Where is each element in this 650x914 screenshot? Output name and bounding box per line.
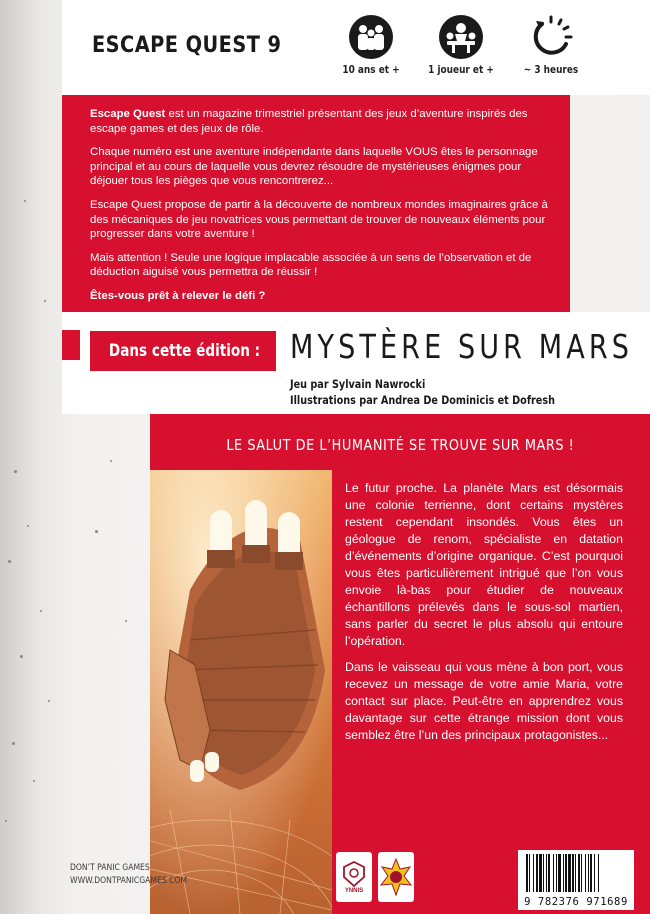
intro-text-1: est un magazine trimestriel présentant des jeux d’aventure inspirés des escape games et des jeux de rôle. [90,108,528,135]
players-info [416,14,506,76]
duration-info [506,14,596,76]
players-icon [438,14,484,60]
dont-panic-star-icon [380,857,412,897]
intro-paragraph-4: Mais attention ! Seule une logique implacable associée à un sens de l’observation et de déduction aiguisé vous permettra de réussir ! [90,251,532,279]
age-label: 10 ans et + [342,64,400,76]
duration-icon [528,14,574,60]
players-label: 1 joueur et + [428,64,494,76]
ynnis-logo-text: YNNIS [344,887,364,894]
intro-paragraph-2: Chaque numéro est une aventure indépendante dans laquelle VOUS êtes le personnage principal et au cours de laquelle vous devrez résoudre de mystérieuses énigmes pour déjouer tous les pièges que vous rencontrerez... [90,146,538,188]
edition-accent [62,330,80,360]
intro-panel [62,95,570,345]
barcode [518,850,634,910]
illustrator-credit: Illustrations par Andrea De Dominicis et Dofresh [290,393,555,407]
age-group-icon [348,14,394,60]
ynnis-logo [336,852,372,902]
magazine-title: ESCAPE QUEST 9 [92,33,282,58]
publisher-url: WWW.DONTPANICGAMES.COM [70,876,188,886]
story-paragraph-2: Dans le vaisseau qui vous mène à bon port, vous recevez un message de votre amie Maria, votre contact sur place. Peut-être en apprendrez vous davantage sur cette étrange mission dont vous semblez être l’un des principaux protagonistes... [345,660,623,742]
edition-tag-label: Dans cette édition : [108,341,261,361]
brand-name: Escape Quest [90,108,166,120]
author-credit: Jeu par Sylvain Nawrocki [290,377,426,391]
publisher-name: DON’T PANIC GAMES [70,863,150,873]
story-paragraph-1: Le futur proche. La planète Mars est désormais une colonie terrienne, dont certains mystères restent cependant insondés. Vous êtes un géologue de renom, spécialiste en datation d’événements d’origine organique. C’est pourquoi vous êtes particulièrement intrigué que l’on vous envoie là-bas pour étudier de nouveaux échantillons prélevés dans le sous-sol martien, sans parler du secret le plus absolu qui entoure l’opération. [345,481,623,648]
barcode-number: 9 782376 971689 [524,896,628,908]
spaceship-illustration [150,470,332,914]
spaceship-icon [150,470,332,914]
age-info [326,14,416,76]
publisher-info [70,862,187,888]
barcode-icon [518,854,634,900]
dont-panic-logo [378,852,414,902]
intro-paragraph-1 [90,107,548,136]
story-text [345,480,623,753]
edition-tag [90,331,276,371]
story-headline-text: LE SALUT DE L’HUMANITÉ SE TROUVE SUR MARS ! [225,436,575,454]
edition-credits [290,376,555,408]
edition-title: MYSTÈRE SUR MARS [290,327,634,366]
intro-paragraph-3: Escape Quest propose de partir à la découverte de nombreux mondes imaginaires grâce à des mécaniques de jeu novatrices vous permettant de trouver de nouveaux éléments pour progresser dans votre aventure ! [90,198,548,241]
intro-challenge: Êtes-vous prêt à relever le défi ? [90,289,266,302]
ynnis-emblem-icon [342,861,366,887]
story-headline [150,436,650,454]
duration-label: ~ 3 heures [523,64,579,76]
